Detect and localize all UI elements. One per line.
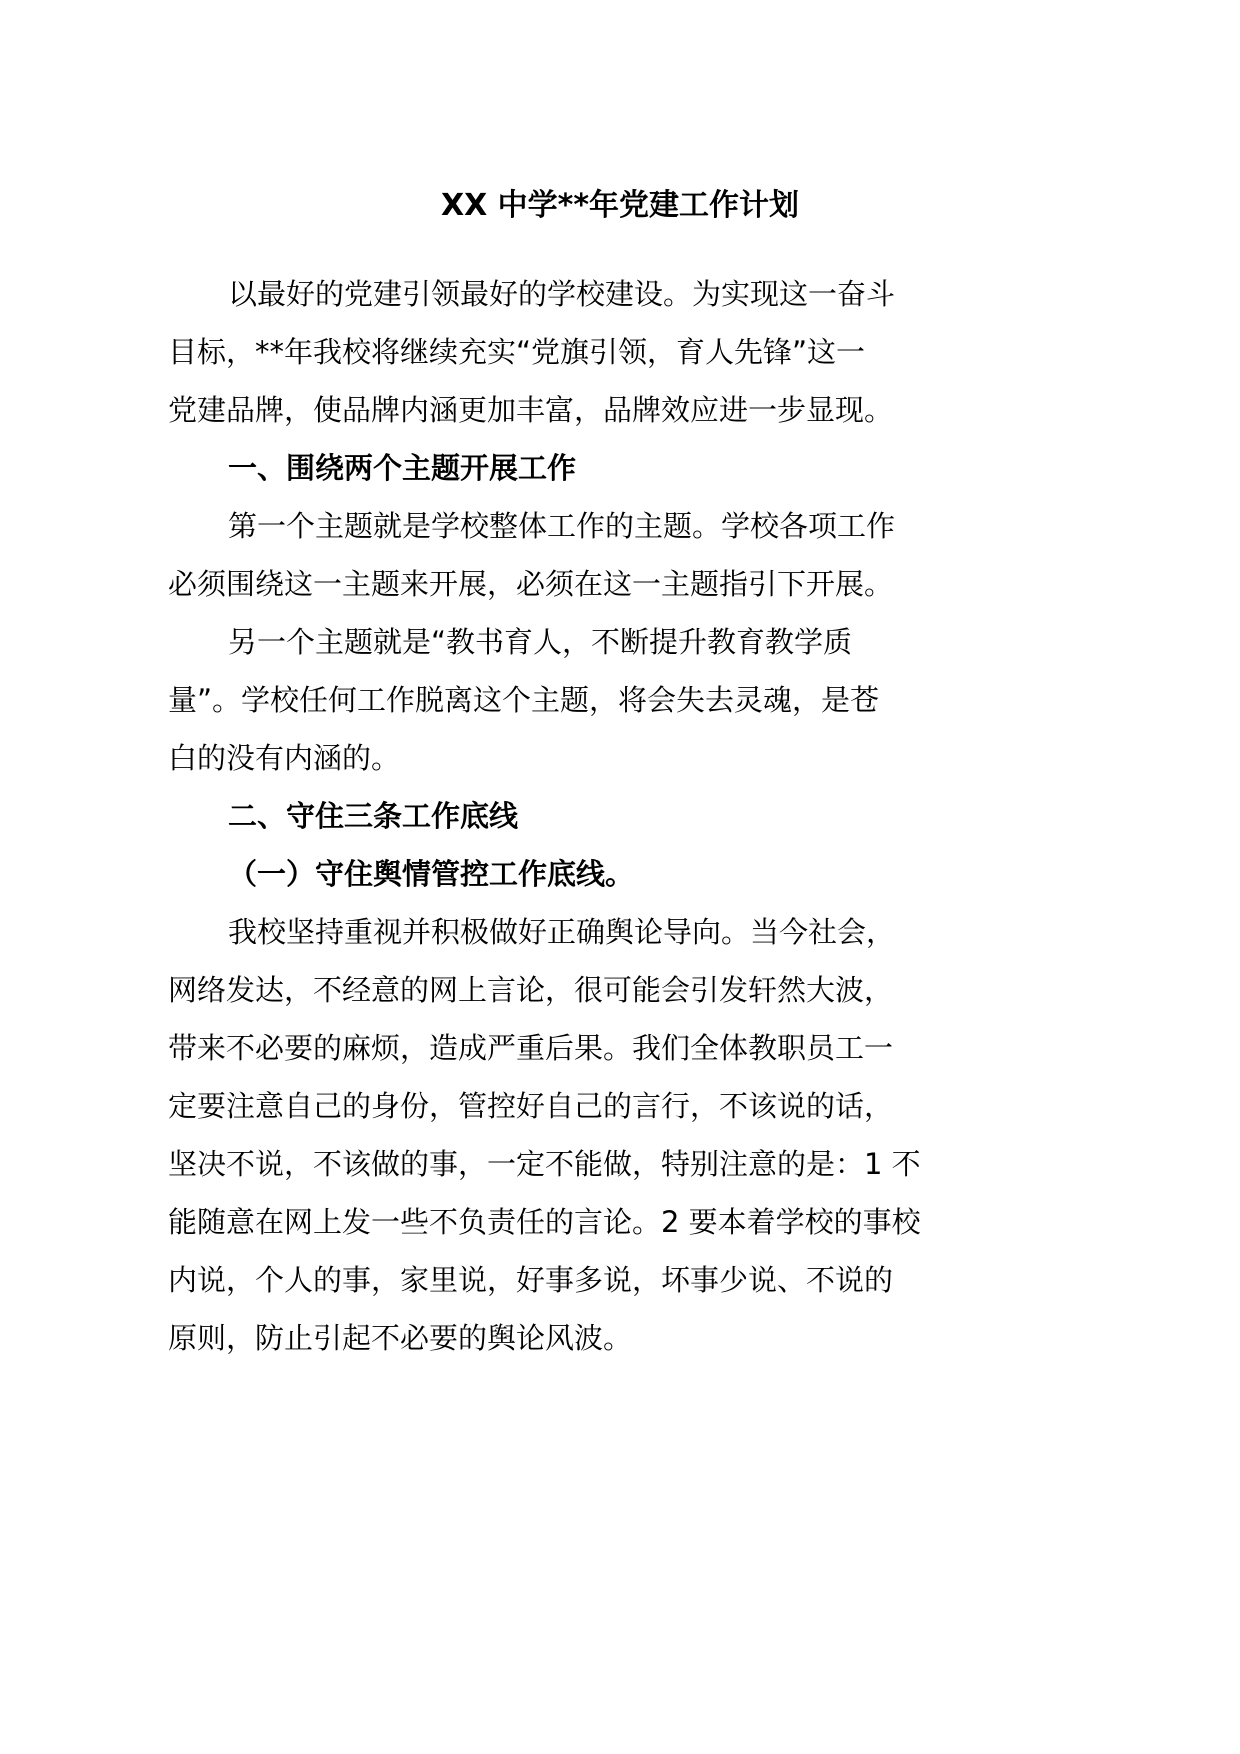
paragraph-theme2-line-2: 量”。学校任何工作脱离这个主题，将会失去灵魂，是苍 <box>168 683 880 717</box>
document-title: XX 中学**年党建工作计划 <box>440 188 800 223</box>
paragraph-intro-line-3: 党建品牌，使品牌内涵更加丰富，品牌效应进一步显现。 <box>168 393 894 427</box>
paragraph-public-opinion-line-4: 定要注意自己的身份，管控好自己的言行，不该说的话， <box>168 1089 894 1123</box>
paragraph-public-opinion-line-8: 原则，防止引起不必要的舆论风波。 <box>168 1321 633 1355</box>
paragraph-public-opinion-line-5: 坚决不说，不该做的事，一定不能做，特别注意的是：1 不 <box>168 1147 921 1181</box>
paragraph-public-opinion-line-3: 带来不必要的麻烦，造成严重后果。我们全体教职员工一 <box>168 1031 894 1065</box>
paragraph-theme2-line-3: 白的没有内涵的。 <box>168 741 401 775</box>
paragraph-public-opinion-line-7: 内说，个人的事，家里说，好事多说，坏事少说、不说的 <box>168 1263 894 1297</box>
paragraph-public-opinion-line-2: 网络发达，不经意的网上言论，很可能会引发轩然大波， <box>168 973 894 1007</box>
paragraph-theme1-line-1: 第一个主题就是学校整体工作的主题。学校各项工作 <box>228 509 896 543</box>
paragraph-public-opinion-line-1: 我校坚持重视并积极做好正确舆论导向。当今社会， <box>228 915 896 949</box>
paragraph-public-opinion-line-6: 能随意在网上发一些不负责任的言论。2 要本着学校的事校 <box>168 1205 921 1239</box>
section-heading-2: 二、守住三条工作底线 <box>228 799 519 833</box>
paragraph-intro-line-1: 以最好的党建引领最好的学校建设。为实现这一奋斗 <box>228 277 896 311</box>
subsection-heading-1: （一）守住舆情管控工作底线。 <box>228 857 635 891</box>
section-heading-1: 一、围绕两个主题开展工作 <box>228 451 577 485</box>
paragraph-intro-line-2: 目标，**年我校将继续充实“党旗引领，育人先锋”这一 <box>168 335 866 369</box>
paragraph-theme1-line-2: 必须围绕这一主题来开展，必须在这一主题指引下开展。 <box>168 567 894 601</box>
paragraph-theme2-line-1: 另一个主题就是“教书育人，不断提升教育教学质 <box>228 625 853 659</box>
